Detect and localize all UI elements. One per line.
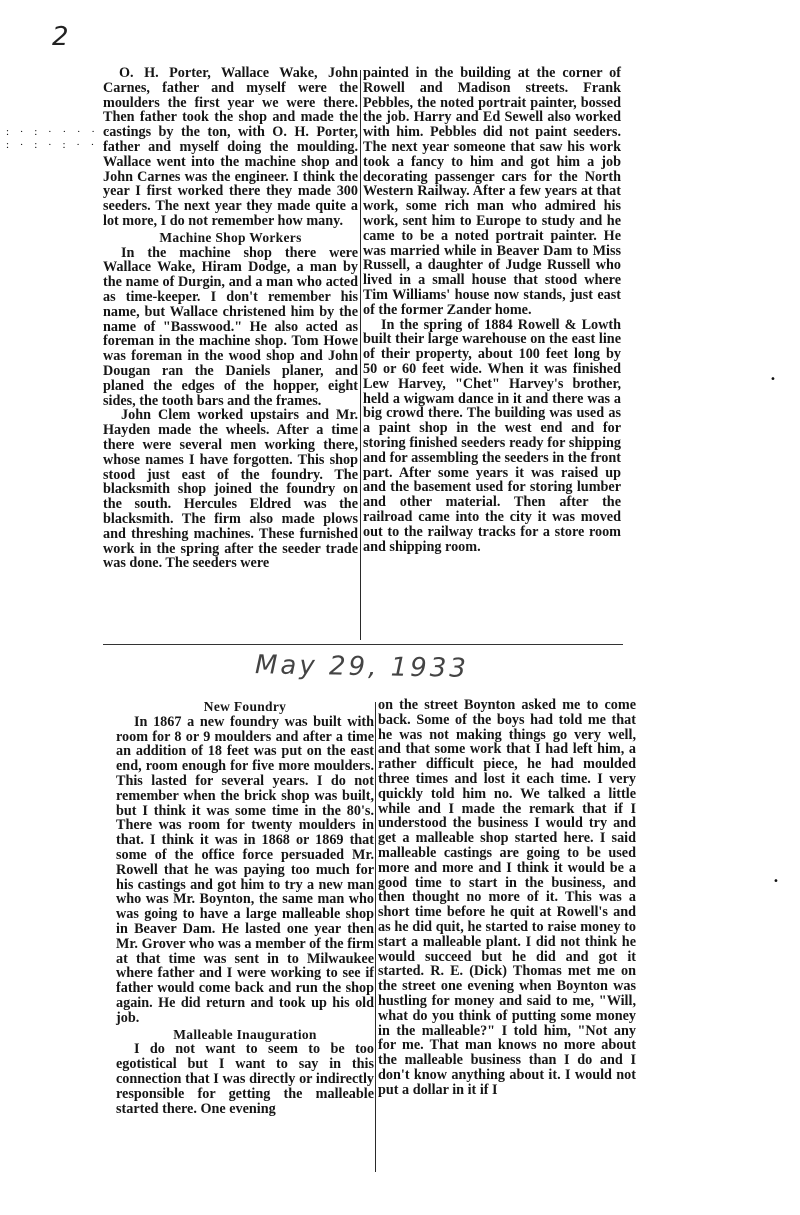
paragraph: I do not want to seem to be too egotistical but I want to say in this connection that I was directly or indirectly responsible for getting the malleable started there. One evening — [116, 1041, 374, 1117]
paragraph: In the spring of 1884 Rowell & Lowth built their large warehouse on the east line of their property, about 100 feet long by 50 or 60 feet wide. When it was finished Lew Harvey, "Chet" Harvey's brother, held a wigwam dance in it and there was a big crowd there. The building was used as a paint shop in the west end and for storing finished seeders ready for shipping and for assembling the seeders in the front part. After some years it was raised up and the basement used for storing lumber and other material. Then after the railroad came into the city it was moved out to the railway tracks for a store room and shipping room. — [363, 316, 621, 555]
paragraph: John Clem worked upstairs and Mr. Hayden made the wheels. After a time there were several men working there, whose names I have forgotten. This shop stood just east of the foundry. The blacksmith shop joined the foundry on the south. Hercules Eldred was the blacksmith. The firm also made plows and threshing machines. These furnished work in the spring after the seeder trade was done. The seeders were — [103, 407, 358, 572]
paragraph: In 1867 a new foundry was built with room for 8 or 9 moulders and after a time an addition of 18 feet was put on the east end, room enough for five more moulders. This lasted for several years. I do not remember when the brick shop was built, but I think it was some time in the 80's. There was room for twenty moulders in that. I think it was in 1868 or 1869 that some of the office force persuaded Mr. Rowell that he was paying too much for his castings and got him to try a new man who was Mr. Boynton, the same man who was going to have a large malleable shop in Beaver Dam. He lasted one year then Mr. Grover who was a member of the firm at that time was sent in to Milwaukee where father and I were working to see if father would come back and run the shop again. He did return and took up his old job. — [116, 713, 374, 1026]
handwritten-date: May 29, 1933 — [254, 650, 470, 684]
article-column-2 — [363, 66, 621, 554]
paragraph: O. H. Porter, Wallace Wake, John Carnes, father and myself were the moulders the first year we were there. Then father took the shop and made the castings by the ton, with O. H. Porter, father and myself doing the moulding. Wallace went into the machine shop and John Carnes was the engineer. I think the year I first worked there they made 300 seeders. The next year they made quite a lot more, I do not remember how many. — [103, 65, 358, 229]
column-divider — [360, 70, 361, 640]
margin-dot: • — [770, 374, 776, 385]
section-heading-malleable-inauguration: Malleable Inauguration — [173, 1026, 317, 1042]
margin-dot: • — [773, 876, 779, 887]
paragraph: on the street Boynton asked me to come back. Some of the boys had told me that he was not making things go very well, and that some work that I had left him, a rather difficult piece, he had moulded three times and lost it each time. I very quickly told him no. We talked a little while and I made the remark that if I understood the business I would try and get a malleable shop started here. I said malleable castings are going to be used more and more and I think it would be a good time to start in the business, and then thought no more of it. This was a short time before he quit at Rowell's and as he did quit, he started to raise money to start a malleable plant. I did not think he would succeed but he did and got it started. R. E. (Dick) Thomas met me on the street one evening when Boynton was hustling for money and said to me, "Will, what do you think of putting some money in the malleable?" I told him, "Not any for me. That man knows no more about the malleable business than I do and I don't know anything about it. I would not put a dollar in it if I — [378, 697, 636, 1098]
page-number: 2 — [52, 22, 69, 52]
article-column-3 — [116, 698, 374, 1116]
article-column-1 — [103, 66, 358, 571]
section-heading-machine-shop-workers: Machine Shop Workers — [159, 229, 302, 245]
section-heading-new-foundry: New Foundry — [203, 699, 287, 714]
article-column-4 — [378, 698, 636, 1098]
paragraph: In the machine shop there were Wallace Wake, Hiram Dodge, a man by the name of Durgin, and a man who acted as time-keeper. I don't remember his name, but Wallace christened him by the name of "Basswood." He also acted as foreman in the machine shop. Tom Howe was foreman in the wood shop and John Dougan ran the Daniels planer, and planed the edges of the hopper, eight sides, the tooth bars and the frames. — [103, 244, 358, 409]
column-divider — [375, 702, 376, 1172]
paragraph: painted in the building at the corner of Rowell and Madison streets. Frank Pebbles, the noted portrait painter, bossed the job. Harry and Ed Sewell also worked with him. Pebbles did not paint seeders. The next year someone that saw his work took a fancy to him and got him a job decorating passenger cars for the North Western Railway. After a few years at that work, some rich man who admired his work, sent him to Europe to study and he came to be a noted portrait painter. He was married while in Beaver Dam to Miss Russell, a daughter of Judge Russell who lived in a small house that stood where Tim Williams' house now stands, just east of the former Zander home. — [363, 65, 621, 318]
article-divider — [103, 644, 623, 645]
punch-hole-marks: : · : · · · · · : · : · : · · · — [6, 126, 114, 151]
